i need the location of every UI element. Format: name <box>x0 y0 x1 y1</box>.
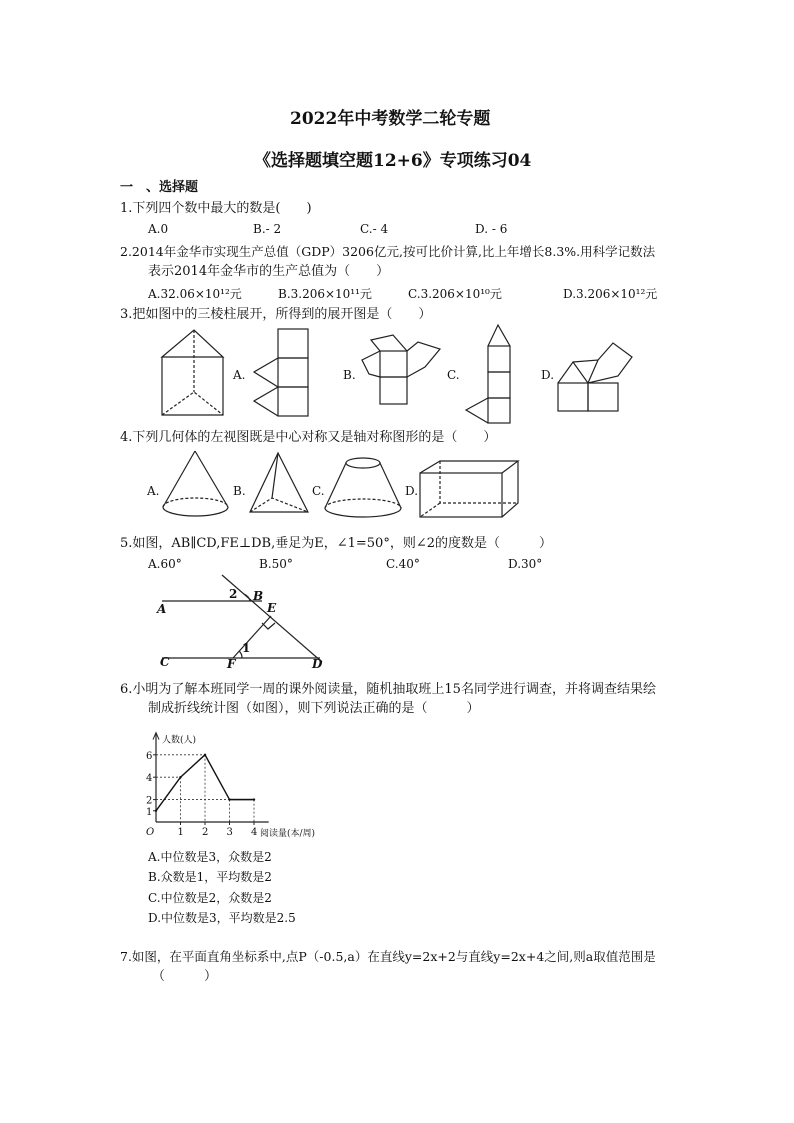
net-option-c <box>466 325 510 423</box>
q3-label-a: A. <box>233 368 246 382</box>
x-tick-label: 2 <box>202 827 209 838</box>
page-subtitle: 《选择题填空题12+6》专项练习04 <box>254 151 532 171</box>
question-4: 4.下列几何体的左视图既是中心对称又是轴对称图形的是（ ） <box>120 430 497 445</box>
pyramid-figure <box>250 453 308 512</box>
q5-point-d: D <box>312 657 323 671</box>
q2-option-c: C.3.206×10¹⁰元 <box>408 287 502 301</box>
net-option-b <box>362 335 440 404</box>
q2-option-d: D.3.206×10¹²元 <box>563 287 658 301</box>
net-option-a <box>254 329 308 416</box>
data-point <box>204 754 206 756</box>
question-7-line-2: （ ） <box>152 969 218 984</box>
origin-label: O <box>146 827 155 838</box>
q5-option-a: A.60° <box>148 557 182 571</box>
q2-option-b: B.3.206×10¹¹元 <box>278 287 372 301</box>
y-axis-label: 人数(人) <box>162 735 197 746</box>
section-heading: 一 、选择题 <box>120 180 199 195</box>
x-tick-label: 1 <box>177 827 184 838</box>
x-tick-label: 4 <box>251 827 258 838</box>
data-point <box>155 810 157 812</box>
q5-option-b: B.50° <box>259 557 293 571</box>
cone-figure <box>163 451 228 516</box>
q5-point-f: F <box>227 657 236 671</box>
question-3: 3.把如图中的三棱柱展开，所得到的展开图是（ ） <box>120 307 432 322</box>
q5-point-a: A <box>157 602 167 616</box>
triangular-prism-figure <box>162 330 223 415</box>
x-tick-label: 3 <box>226 827 233 838</box>
q6-option-d: D.中位数是3，平均数是2.5 <box>148 911 296 925</box>
question-7-line-1: 7.如图，在平面直角坐标系中,点P（-0.5,a）在直线y=2x+2与直线y=2x+4之间,则a取值范围是 <box>120 949 656 964</box>
data-point <box>179 776 181 778</box>
question-6-line-1: 6.小明为了解本班同学一周的课外阅读量，随机抽取班上15名同学进行调查，并将调查结果绘 <box>120 682 656 697</box>
q1-option-a: A.0 <box>148 222 169 236</box>
q4-label-a: A. <box>147 484 160 498</box>
data-point <box>228 798 230 800</box>
question-5: 5.如图，AB∥CD,FE⊥DB,垂足为E，∠1=50°，则∠2的度数是（ ） <box>120 536 552 551</box>
question-2-line-1: 2.2014年金华市实现生产总值（GDP）3206亿元,按可比价计算,比上年增长8.3%.用科学记数法 <box>120 244 656 259</box>
q5-option-c: C.40° <box>386 557 420 571</box>
y-axis-arrow <box>153 733 159 740</box>
q1-option-b: B.- 2 <box>253 222 282 236</box>
q2-option-a: A.32.06×10¹²元 <box>148 287 242 301</box>
q4-label-c: C. <box>312 484 325 498</box>
q1-option-c: C.- 4 <box>360 222 389 236</box>
q5-point-e: E <box>267 601 277 615</box>
y-tick-label: 6 <box>146 750 153 762</box>
q3-label-c: C. <box>447 368 460 382</box>
q4-label-d: D. <box>405 484 419 498</box>
data-point <box>253 798 255 800</box>
q5-angle-2: 2 <box>229 587 238 601</box>
q5-option-d: D.30° <box>508 557 543 571</box>
q3-label-d: D. <box>541 368 555 382</box>
series-line <box>156 755 254 811</box>
q5-point-b: B <box>253 589 264 603</box>
cuboid-figure <box>420 461 518 517</box>
y-tick-label: 1 <box>146 806 153 818</box>
question-6-line-2: 制成折线统计图（如图），则下列说法正确的是（ ） <box>148 701 480 716</box>
question-2-line-2: 表示2014年金华市的生产总值为（ ） <box>148 264 390 279</box>
q1-option-d: D. - 6 <box>475 222 508 236</box>
q5-angle-1: 1 <box>242 641 251 655</box>
q5-point-c: C <box>160 655 170 669</box>
page-title: 2022年中考数学二轮专题 <box>290 109 491 129</box>
x-axis-label: 阅读量(本/周) <box>260 829 316 839</box>
net-option-d <box>558 343 632 411</box>
q6-option-a: A.中位数是3，众数是2 <box>148 850 272 864</box>
y-tick-label: 4 <box>146 773 153 785</box>
q6-option-b: B.众数是1，平均数是2 <box>148 870 272 884</box>
q6-option-c: C.中位数是2，众数是2 <box>148 891 272 905</box>
frustum-figure <box>325 458 401 517</box>
q4-label-b: B. <box>233 484 246 498</box>
y-tick-label: 2 <box>146 795 153 807</box>
question-1: 1.下列四个数中最大的数是( ) <box>120 201 312 216</box>
q3-label-b: B. <box>343 368 356 382</box>
